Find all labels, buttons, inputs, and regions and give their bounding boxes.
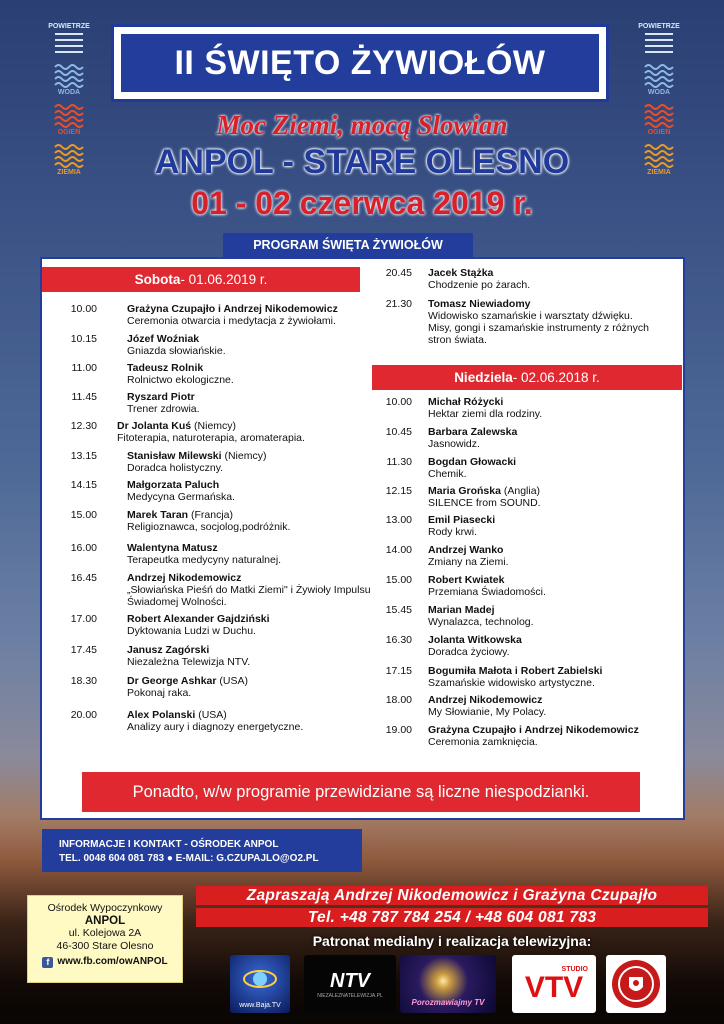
earth-waves-icon — [51, 142, 87, 168]
schedule-item — [372, 298, 672, 346]
item-description: Rody krwi. — [428, 526, 478, 538]
item-speaker: Marian Madej — [428, 604, 495, 616]
item-time: 11.30 — [386, 456, 412, 468]
item-speaker: Marek Taran (Francja) — [127, 509, 234, 521]
saturday-header — [42, 267, 360, 292]
element-air — [638, 22, 680, 56]
fire-waves-icon — [51, 102, 87, 128]
item-time: 17.45 — [70, 644, 97, 656]
element-earth — [51, 142, 87, 176]
element-label: WODA — [57, 89, 81, 96]
title-frame — [111, 24, 609, 102]
element-label: POWIETRZE — [638, 23, 680, 30]
item-description: Zmiany na Ziemi. — [428, 556, 509, 568]
item-speaker: Stanisław Milewski (Niemcy) — [127, 450, 267, 462]
item-speaker: Andrzej Nikodemowicz — [127, 572, 242, 584]
element-earth — [641, 142, 677, 176]
item-time: 18.00 — [385, 694, 412, 706]
item-speaker: Grażyna Czupajło i Andrzej Nikodemowicz — [127, 303, 338, 315]
schedule-item — [57, 572, 371, 612]
element-label: ZIEMIA — [647, 169, 671, 176]
facebook-icon: f — [42, 957, 53, 968]
sunday-header — [372, 365, 682, 390]
event-location: ANPOL - STARE OLESNO — [154, 143, 570, 181]
porozmawiajmy-name: Porozmawiajmy TV — [411, 998, 485, 1007]
item-country: (USA) — [216, 675, 248, 687]
program-label: PROGRAM ŚWIĘTA ŻYWIOŁÓW — [223, 233, 473, 257]
ntv-url: NIEZALEZNATELEWIZJA.PL — [317, 992, 383, 999]
element-fire — [51, 102, 87, 136]
baja-url: www.Baja.TV — [239, 1002, 281, 1009]
item-description: Hektar ziemi dla rodziny. — [428, 408, 543, 420]
item-time: 17.00 — [70, 613, 97, 625]
item-description: Wynalazca, technolog. — [428, 616, 534, 628]
item-time: 10.00 — [385, 396, 412, 408]
item-description: My Słowianie, My Polacy. — [428, 706, 547, 718]
invitation-phone[interactable]: Tel. +48 787 784 254 / +48 604 081 783 — [196, 908, 708, 927]
item-time: 17.15 — [385, 665, 412, 677]
surprises-notice: Ponadto, w/w programie przewidziane są liczne niespodzianki. — [82, 772, 640, 812]
invitation — [196, 886, 708, 927]
item-speaker: Dr Jolanta Kuś (Niemcy) — [117, 420, 237, 432]
invitation-hosts: Zapraszają Andrzej Nikodemowicz i Grażyna Czupajło — [196, 886, 708, 905]
water-waves-icon — [641, 62, 677, 88]
item-speaker: Barbara Zalewska — [428, 426, 518, 438]
venue-city: 46-300 Stare Olesno — [56, 939, 154, 952]
item-description: Doradca holistyczny. — [127, 462, 224, 474]
porozmawiajmy-tv-logo[interactable] — [400, 955, 496, 1013]
item-time: 15.00 — [70, 509, 97, 521]
item-time: 19.00 — [385, 724, 412, 736]
item-time: 14.15 — [70, 479, 97, 491]
facebook-link[interactable] — [28, 956, 182, 969]
venue-street: ul. Kolejowa 2A — [68, 927, 142, 939]
item-description: Pokonaj raka. — [127, 687, 192, 699]
item-time: 20.00 — [70, 709, 97, 721]
emblem-logo[interactable] — [606, 955, 666, 1013]
item-description: Doradca życiowy. — [428, 646, 510, 658]
item-description: Dyktowania Ludzi w Duchu. — [127, 625, 256, 637]
item-time: 10.45 — [385, 426, 412, 438]
item-speaker: Ryszard Piotr — [127, 391, 195, 403]
item-time: 16.45 — [70, 572, 97, 584]
item-description: Trener zdrowia. — [127, 403, 200, 415]
element-label: POWIETRZE — [48, 23, 90, 30]
elements-column-right — [637, 22, 681, 182]
ntv-name: NTV — [330, 969, 370, 992]
item-speaker: Emil Piasecki — [428, 514, 496, 526]
program-panel — [40, 257, 685, 820]
item-country: (USA) — [195, 709, 227, 721]
contact-heading: INFORMACJE I KONTAKT - OŚRODEK ANPOL — [59, 839, 279, 850]
saturday-date: - 01.06.2019 r. — [180, 272, 268, 287]
item-description: Ceremonia otwarcia i medytacja z żywiołami. — [127, 315, 336, 327]
item-description: Chodzenie po żarach. — [428, 279, 531, 291]
baja-tv-logo[interactable] — [230, 955, 290, 1013]
item-speaker: Bogumiła Małota i Robert Zabielski — [428, 665, 603, 677]
item-speaker: Walentyna Matusz — [127, 542, 218, 554]
sunday-day: Niedziela — [454, 370, 513, 385]
element-label: OGIEŃ — [647, 129, 671, 136]
item-speaker: Jacek Stążka — [428, 267, 494, 279]
item-description: Widowisko szamańskie i warsztaty dźwięku. — [428, 310, 633, 322]
sunday-date: - 02.06.2018 r. — [512, 370, 600, 385]
vtv-name: VTV — [524, 970, 584, 1004]
item-description: Szamańskie widowisko artystyczne. — [428, 677, 595, 689]
element-air — [48, 22, 90, 56]
element-label: OGIEŃ — [57, 129, 81, 136]
item-speaker: Józef Woźniak — [127, 333, 200, 345]
elements-column-left — [47, 22, 91, 182]
item-time: 11.00 — [71, 362, 97, 374]
item-country: (Niemcy) — [191, 420, 237, 432]
item-speaker: Maria Grońska (Anglia) — [428, 485, 541, 497]
element-label: ZIEMIA — [57, 169, 81, 176]
item-speaker: Jolanta Witkowska — [428, 634, 522, 646]
baja-tv-emblem-icon — [230, 955, 290, 1013]
air-waves-icon — [51, 30, 87, 56]
item-description: Chemik. — [428, 468, 467, 480]
item-description: Analizy aury i diagnozy energetyczne. — [127, 721, 304, 733]
studio-vtv-logo[interactable] — [512, 955, 596, 1013]
item-description: Religioznawca, socjolog,podróżnik. — [127, 521, 291, 533]
item-description: Świadomej Wolności. — [127, 596, 227, 608]
item-description: Jasnowidz. — [428, 438, 480, 450]
item-time: 13.15 — [70, 450, 97, 462]
item-speaker: Dr George Ashkar (USA) — [127, 675, 248, 687]
element-fire — [641, 102, 677, 136]
item-description: Rolnictwo ekologiczne. — [127, 374, 234, 386]
item-country: (Anglia) — [500, 485, 541, 497]
air-waves-icon — [641, 30, 677, 56]
item-speaker: Michał Różycki — [428, 396, 504, 408]
item-description: Terapeutka medycyny naturalnej. — [127, 554, 282, 566]
saturday-day: Sobota — [134, 272, 181, 287]
item-time: 15.45 — [385, 604, 412, 616]
item-description: SILENCE from SOUND. — [428, 497, 541, 509]
item-description: Fitoterapia, naturoterapia, aromaterapia. — [117, 432, 305, 444]
item-description: stron świata. — [428, 334, 487, 346]
item-description: Ceremonia zamknięcia. — [428, 736, 538, 748]
element-water — [641, 62, 677, 96]
item-description: Medycyna Germańska. — [127, 491, 235, 503]
contact-details[interactable]: TEL. 0048 604 081 783 ● E-MAIL: G.CZUPAJLO@O2.PL — [59, 853, 319, 864]
item-time: 16.30 — [385, 634, 412, 646]
item-speaker: Bogdan Głowacki — [428, 456, 517, 468]
item-speaker: Tadeusz Rolnik — [127, 362, 204, 374]
vtv-studio-label: STUDIO — [561, 965, 588, 973]
earth-waves-icon — [641, 142, 677, 168]
item-speaker: Alex Polanski (USA) — [127, 709, 227, 721]
item-speaker: Grażyna Czupajło i Andrzej Nikodemowicz — [428, 724, 639, 736]
venue-name: ANPOL — [84, 914, 126, 927]
item-speaker: Andrzej Nikodemowicz — [428, 694, 543, 706]
item-time: 12.15 — [385, 485, 412, 497]
item-time: 13.00 — [385, 514, 412, 526]
item-time: 10.00 — [70, 303, 97, 315]
item-description: „Słowiańska Pieśń do Matki Ziemi" i Żywioły Impulsu — [127, 584, 371, 596]
schedule-item — [372, 724, 672, 764]
item-speaker: Małgorzata Paluch — [127, 479, 220, 491]
item-country: (Francja) — [188, 509, 234, 521]
element-label: WODA — [647, 89, 671, 96]
item-description: Gniazda słowiańskie. — [127, 345, 226, 357]
item-speaker: Tomasz Niewiadomy — [428, 298, 531, 310]
element-water — [51, 62, 87, 96]
event-dates: 01 - 02 czerwca 2019 r. — [191, 185, 533, 221]
item-speaker: Andrzej Wanko — [428, 544, 504, 556]
item-speaker: Janusz Zagórski — [127, 644, 210, 656]
item-time: 16.00 — [70, 542, 97, 554]
item-description: Przemiana Świadomości. — [428, 586, 546, 598]
event-subtitle: Moc Ziemi, mocą Slowian — [216, 110, 508, 140]
event-title: II ŚWIĘTO ŻYWIOŁÓW — [119, 32, 601, 94]
item-speaker: Robert Kwiatek — [428, 574, 505, 586]
patronage-caption: Patronat medialny i realizacja telewizyjna: — [312, 933, 592, 949]
contact-box — [42, 829, 362, 872]
address-box — [27, 895, 183, 983]
item-description: Misy, gongi i szamańskie instrumenty z różnych — [428, 322, 649, 334]
item-time: 14.00 — [385, 544, 412, 556]
item-time: 12.30 — [70, 420, 97, 432]
venue-type: Ośrodek Wypoczynkowy — [47, 902, 163, 914]
fire-waves-icon — [641, 102, 677, 128]
crest-icon — [609, 957, 663, 1011]
schedule-item — [57, 709, 357, 749]
item-time: 21.30 — [385, 298, 412, 310]
item-time: 20.45 — [385, 267, 412, 279]
item-time: 10.15 — [70, 333, 97, 345]
item-country: (Niemcy) — [221, 450, 267, 462]
facebook-url: www.fb.com/owANPOL — [57, 956, 168, 967]
item-time: 11.45 — [71, 391, 97, 403]
ntv-logo[interactable] — [304, 955, 396, 1013]
item-speaker: Robert Alexander Gajdziński — [127, 613, 270, 625]
item-time: 18.30 — [70, 675, 97, 687]
item-time: 15.00 — [385, 574, 412, 586]
item-description: Niezależna Telewizja NTV. — [127, 656, 251, 668]
water-waves-icon — [51, 62, 87, 88]
